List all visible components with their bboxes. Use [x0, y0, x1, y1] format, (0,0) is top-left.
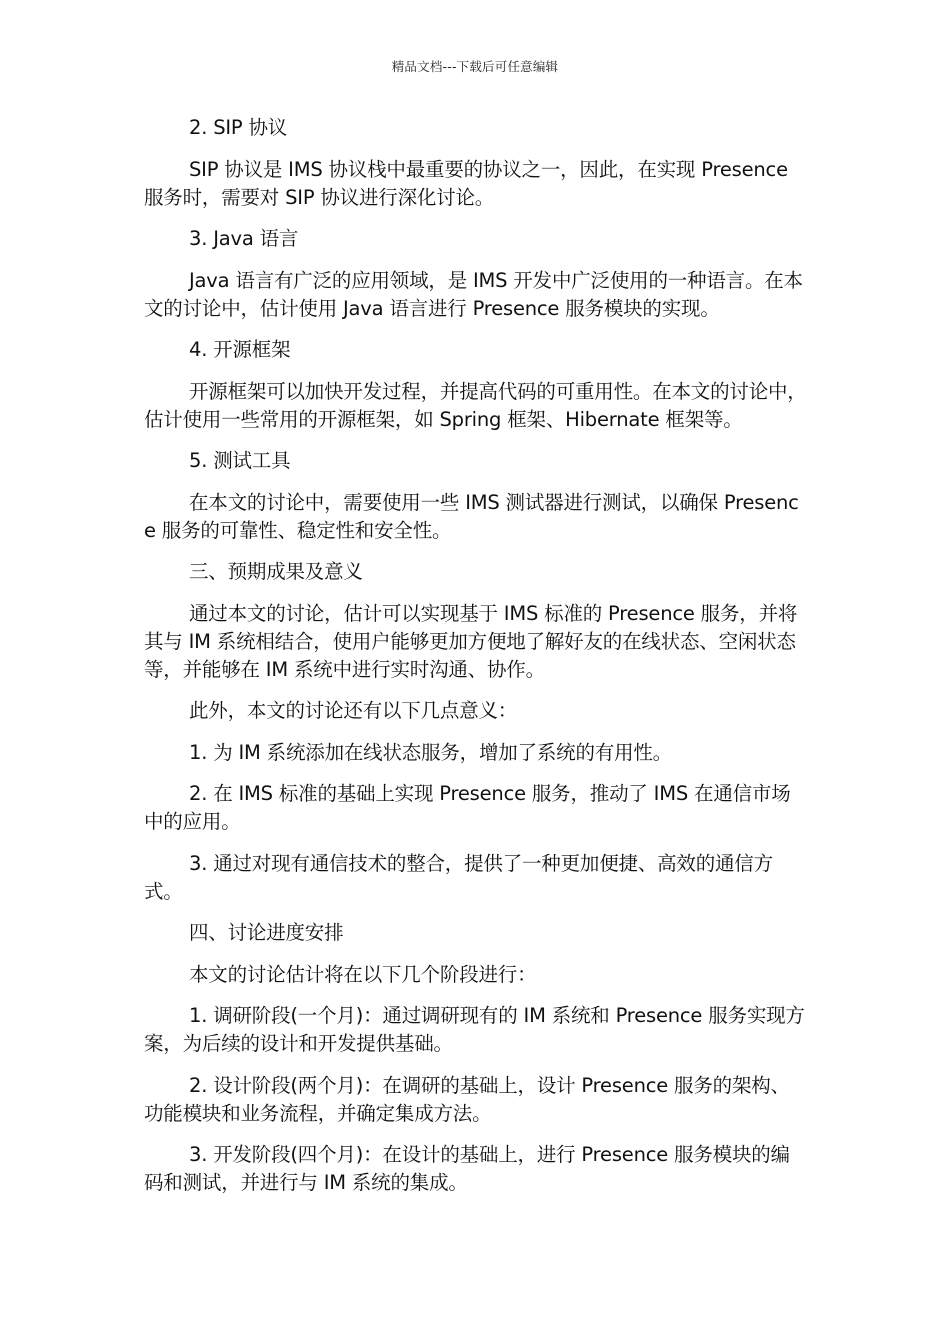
list-item-significance-3: 3. 通过对现有通信技术的整合，提供了一种更加便捷、高效的通信方式。 [144, 851, 773, 903]
heading-sip-protocol: 2. SIP 协议 [189, 116, 288, 139]
list-item-phase-design: 2. 设计阶段(两个月)：在调研的基础上，设计 Presence 服务的架构、功能模块和业务流程，并确定集成方法。 [144, 1073, 790, 1125]
paragraph-testing-tools: 在本文的讨论中，需要使用一些 IMS 测试器进行测试，以确保 Presence 服务的可靠性、稳定性和安全性。 [144, 490, 799, 542]
list-item-phase-research: 1. 调研阶段(一个月)：通过调研现有的 IM 系统和 Presence 服务实现方案，为后续的设计和开发提供基础。 [144, 1004, 805, 1055]
list-item-significance-1: 1. 为 IM 系统添加在线状态服务，增加了系统的有用性。 [189, 740, 672, 764]
paragraph-java-language: Java 语言有广泛的应用领域，是 IMS 开发中广泛使用的一种语言。在本文的讨论中，估计使用 Java 语言进行 Presence 服务模块的实现。 [144, 268, 803, 320]
list-item-significance-2: 2. 在 IMS 标准的基础上实现 Presence 服务，推动了 IMS 在通信市场中的应用。 [144, 782, 791, 833]
heading-open-source-frameworks: 4. 开源框架 [189, 338, 291, 361]
heading-java-language: 3. Java 语言 [189, 227, 299, 250]
paragraph-open-source-frameworks: 开源框架可以加快开发过程，并提高代码的可重用性。在本文的讨论中，估计使用一些常用的开源框架，如 Spring 框架、Hibernate 框架等。 [144, 379, 807, 431]
section-heading-expected-results: 三、预期成果及意义 [189, 560, 363, 583]
paragraph-sip-protocol: SIP 协议是 IMS 协议栈中最重要的协议之一，因此，在实现 Presence 服务时，需要对 SIP 协议进行深化讨论。 [144, 157, 788, 209]
page-header: 精品文档---下载后可任意编辑 [391, 59, 559, 74]
paragraph-schedule-intro: 本文的讨论估计将在以下几个阶段进行： [189, 962, 537, 986]
paragraph-significance-intro: 此外，本文的讨论还有以下几点意义： [189, 699, 518, 722]
section-heading-schedule: 四、讨论进度安排 [189, 921, 344, 944]
heading-testing-tools: 5. 测试工具 [189, 449, 291, 472]
paragraph-expected-results: 通过本文的讨论，估计可以实现基于 IMS 标准的 Presence 服务，并将其与 IM 系统相结合，使用户能够更加方便地了解好友的在线状态、空闲状态等，并能够在 IM 系统中进行实时沟通、协作。 [144, 601, 798, 681]
document-body [144, 114, 808, 1211]
list-item-phase-development: 3. 开发阶段(四个月)：在设计的基础上，进行 Presence 服务模块的编码和测试，并进行与 IM 系统的集成。 [144, 1143, 790, 1194]
